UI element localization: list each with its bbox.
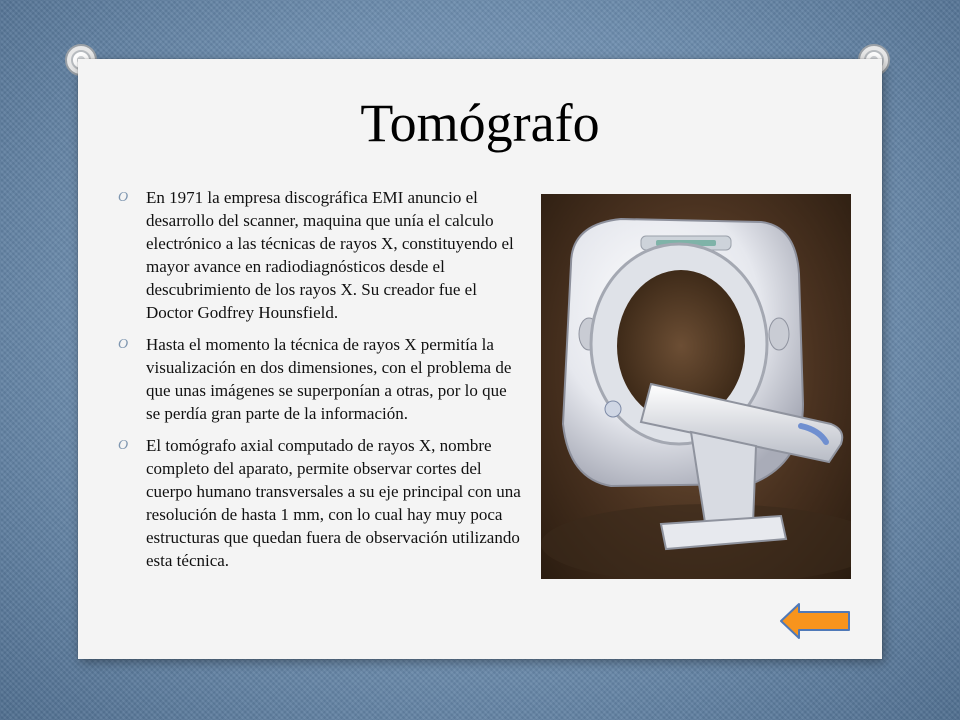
ct-scanner-photo [541,194,851,579]
bullet-item [118,434,523,572]
bullet-text-1: En 1971 la empresa discográfica EMI anuncio el desarrollo del scanner, maquina que unía el calculo electrónico a las técnicas de rayos X, constituyendo el mayor avance en radiodiagnósticos desde el descubrimiento de los rayos X. Su creador fue el Doctor Godfrey Hounsfield. [146,188,514,322]
bullet-marker: O [118,337,129,352]
ct-scanner-illustration [541,194,851,579]
bullet-item [118,186,523,324]
bullet-text-3: El tomógrafo axial computado de rayos X, nombre completo del aparato, permite observar cortes del cuerpo humano transversales a su eje principal con una resolución de hasta 1 mm, con lo cual hay muy poca estructuras que quedan fuera de observación utilizando esta técnica. [146,436,521,570]
bullet-list [118,186,523,581]
bullet-item [118,333,523,425]
bullet-marker: O [118,438,129,453]
bullet-marker: O [118,190,129,205]
slide-title: Tomógrafo [360,93,600,153]
arrow-left-icon [781,604,849,638]
back-arrow-button[interactable] [779,602,851,640]
bullet-text-2: Hasta el momento la técnica de rayos X permitía la visualización en dos dimensiones, con el problema de que unas imágenes se superponían a otras, por lo que se perdía gran parte de la información. [146,335,512,423]
